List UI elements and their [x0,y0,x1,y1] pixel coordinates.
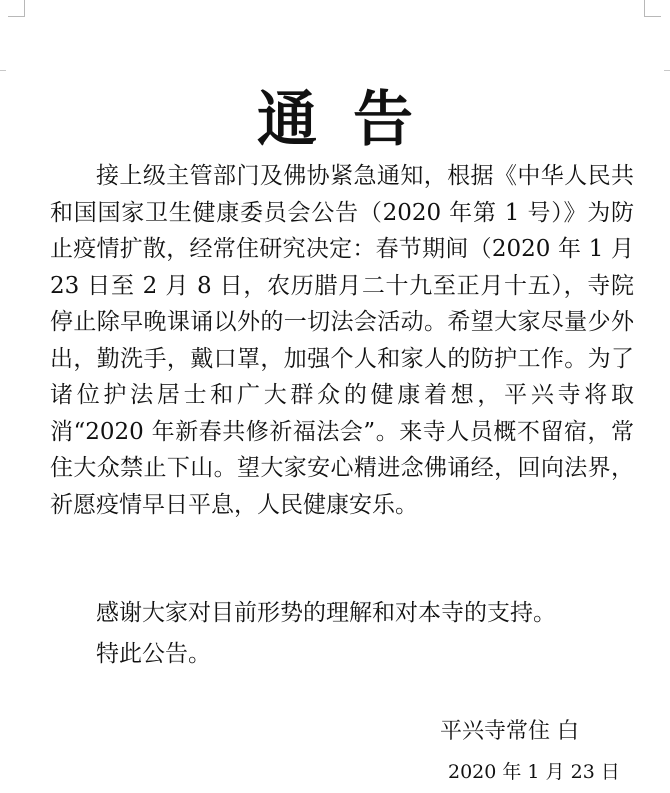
closing-line: 特此公告。 [96,641,211,667]
thanks-line: 感谢大家对目前形势的理解和对本寺的支持。 [96,600,556,626]
signature: 平兴寺常住 白 [440,719,579,744]
notice-date: 2020 年 1 月 23 日 [448,761,620,783]
margin-tick-right [664,70,670,71]
notice-title: 通告 [257,85,449,156]
notice-body: 接上级主管部门及佛协紧急通知，根据《中华人民共和国国家卫生健康委员会公告（2020 年第 1 号）》为防止疫情扩散，经常住研究决定：春节期间（2020 年 1 月 23 日至 2 月 8 日，农历腊月二十九至正月十五），寺院停止除早晚课诵以外的一切法会活动。希望大家尽量少外出，勤洗手，戴口罩，加强个人和家人的防护工作。为了诸位护法居士和广大群众的健康着想，平兴寺将取消“2020 年新春共修祈福法会”。来寺人员概不留宿，常住大众禁止下山。望大家安心精进念佛诵经，回向法界，祈愿疫情早日平息，人民健康安乐。 [50,163,634,518]
margin-tick-left [0,70,6,71]
crop-mark-top-right [644,0,661,17]
crop-mark-top-left [8,0,25,17]
